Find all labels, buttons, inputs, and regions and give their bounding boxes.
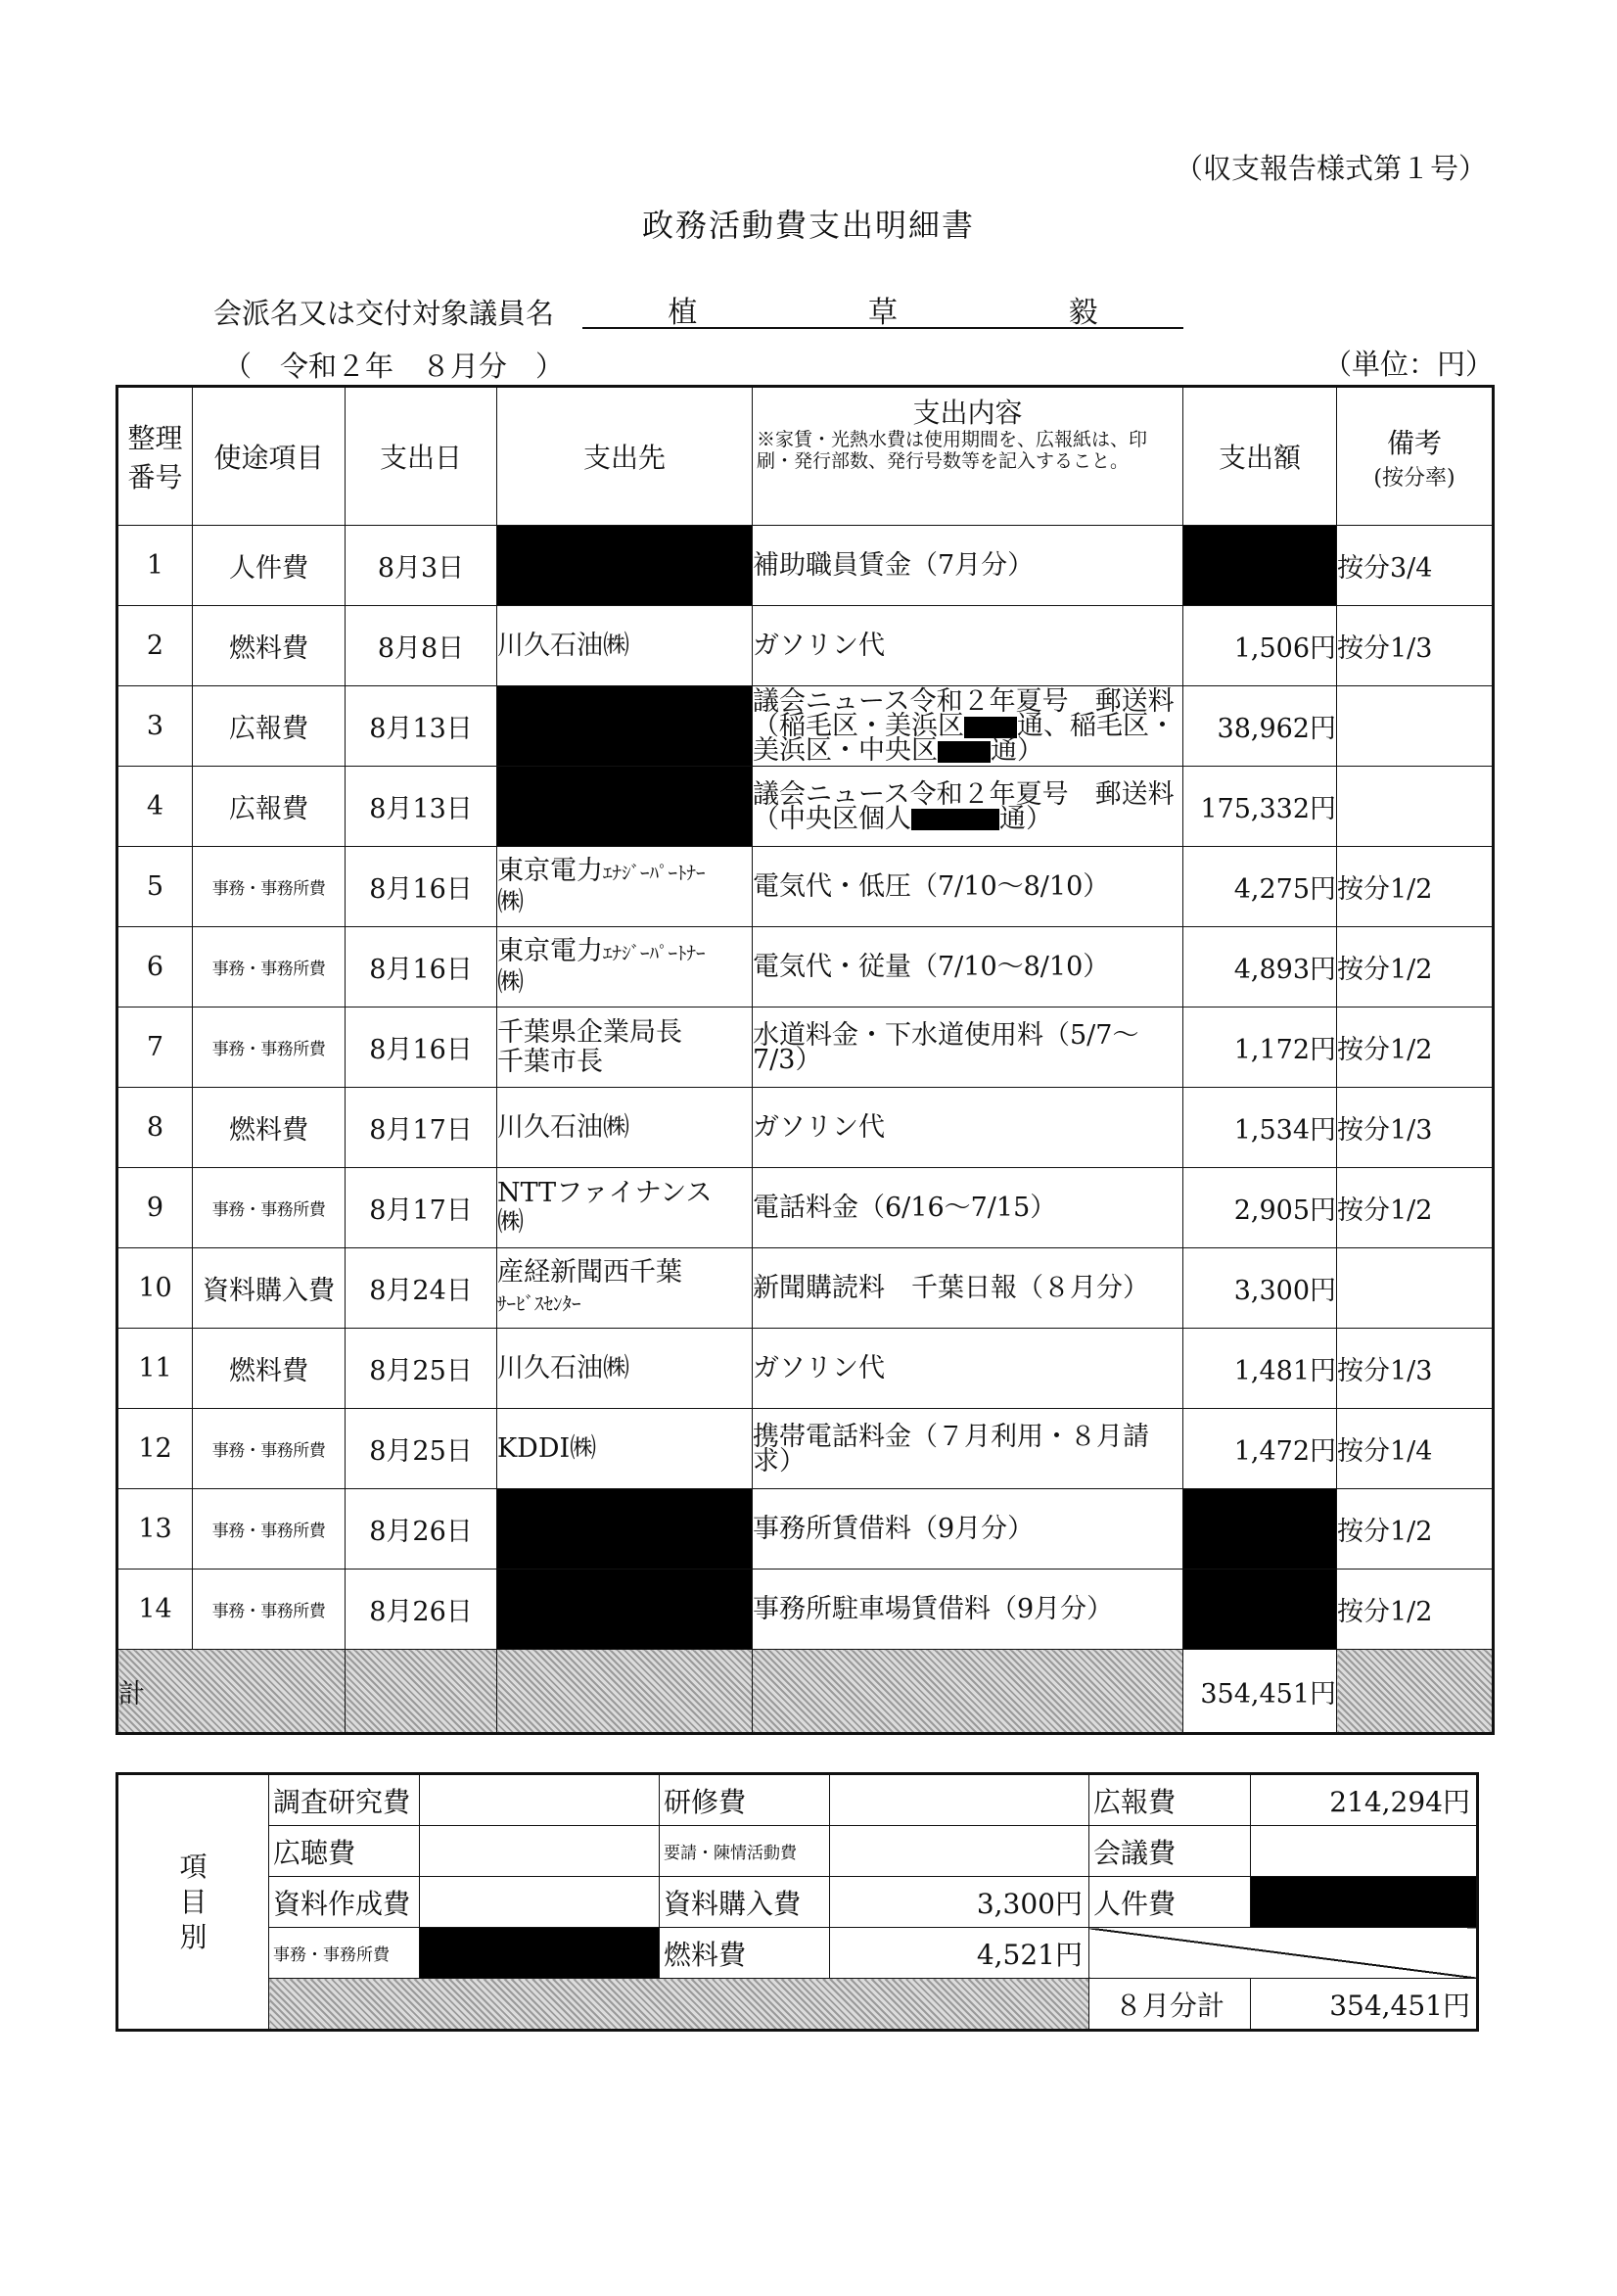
- table-row: [117, 1409, 1494, 1489]
- row-remarks: 按分1/2: [1337, 847, 1494, 927]
- category-label-text: 項目別: [179, 1850, 208, 1953]
- summary-label: 広報費: [1089, 1774, 1251, 1826]
- shaded-cell: [269, 1979, 1089, 2031]
- row-amount: 1,472円: [1183, 1409, 1337, 1489]
- redacted-value: [1251, 1877, 1478, 1928]
- monthly-total-value: 354,451円: [1251, 1979, 1478, 2031]
- table-row: [117, 606, 1494, 686]
- row-number: 10: [117, 1248, 193, 1329]
- summary-label: 燃料費: [660, 1928, 830, 1979]
- row-content: 新聞購読料 千葉日報（８月分）: [753, 1248, 1183, 1329]
- summary-value: 3,300円: [830, 1877, 1089, 1928]
- row-purpose: 資料購入費: [193, 1248, 346, 1329]
- row-number: 3: [117, 686, 193, 767]
- summary-value: [830, 1774, 1089, 1826]
- shaded-cell: [346, 1650, 497, 1734]
- summary-value: [830, 1826, 1089, 1877]
- row-remarks: 按分1/2: [1337, 1570, 1494, 1650]
- summary-label: 研修費: [660, 1774, 830, 1826]
- header-content-note: ※家賃・光熱水費は使用期間を、広報紙は、印刷・発行部数、発行号数等を記入すること。: [757, 429, 1148, 472]
- summary-row: [117, 1774, 1478, 1826]
- row-number: 2: [117, 606, 193, 686]
- redaction-block: [938, 741, 991, 763]
- diagonal-cell: [1089, 1928, 1478, 1979]
- summary-label: 広聴費: [269, 1826, 420, 1877]
- row-number: 6: [117, 927, 193, 1007]
- summary-value: 4,521円: [830, 1928, 1089, 1979]
- summary-row: [117, 1928, 1478, 1979]
- row-date: 8月26日: [346, 1570, 497, 1650]
- table-row: [117, 1007, 1494, 1088]
- row-purpose: 事務・事務所費: [193, 927, 346, 1007]
- row-remarks: 按分3/4: [1337, 526, 1494, 606]
- row-date: 8月16日: [346, 927, 497, 1007]
- row-purpose: 事務・事務所費: [193, 1168, 346, 1248]
- payee-text: ㈱: [497, 886, 524, 917]
- payee-text: 千葉市長: [497, 1046, 603, 1077]
- row-content: 補助職員賃金（7月分）: [753, 526, 1183, 606]
- row-remarks: 按分1/3: [1337, 1088, 1494, 1168]
- content-text: 通、稲毛区・美浜区・中央区: [753, 711, 1176, 766]
- summary-row: [117, 1877, 1478, 1928]
- summary-label: 調査研究費: [269, 1774, 420, 1826]
- row-number: 5: [117, 847, 193, 927]
- summary-row: [117, 1979, 1478, 2031]
- payee-text: ㈱: [497, 1206, 524, 1238]
- row-number: 4: [117, 767, 193, 847]
- row-amount: 1,481円: [1183, 1329, 1337, 1409]
- member-name-part: 植: [668, 296, 698, 330]
- row-number: 1: [117, 526, 193, 606]
- redaction-block: [911, 809, 999, 830]
- table-row: [117, 1570, 1494, 1650]
- redacted-payee: [497, 767, 753, 847]
- redacted-value: [420, 1928, 660, 1979]
- table-row: [117, 1329, 1494, 1409]
- unit-label: （単位：円）: [1323, 348, 1495, 381]
- summary-label: 会議費: [1089, 1826, 1251, 1877]
- row-amount: 38,962円: [1183, 686, 1337, 767]
- header-content-title: 支出内容: [912, 397, 1023, 429]
- row-content: 電気代・低圧（7/10～8/10）: [753, 847, 1183, 927]
- row-remarks: 按分1/3: [1337, 1329, 1494, 1409]
- summary-label: 資料作成費: [269, 1877, 420, 1928]
- summary-value: [1251, 1826, 1478, 1877]
- member-name-part: 毅: [1068, 296, 1098, 330]
- content-text: 議会ニュース令和２年夏号 郵送料（稲毛区・美浜区: [753, 686, 1175, 741]
- row-amount: 1,506円: [1183, 606, 1337, 686]
- row-date: 8月16日: [346, 847, 497, 927]
- header-purpose: 使途項目: [193, 387, 346, 526]
- row-date: 8月13日: [346, 767, 497, 847]
- summary-value: [420, 1826, 660, 1877]
- redacted-amount: [1183, 1489, 1337, 1570]
- row-content: 事務所駐車場賃借料（9月分）: [753, 1570, 1183, 1650]
- row-date: 8月13日: [346, 686, 497, 767]
- row-payee: [497, 927, 753, 1007]
- header-remarks-title: 備考: [1386, 426, 1442, 459]
- expense-table: [116, 385, 1495, 1735]
- payee-text: ｻｰﾋﾞｽｾﾝﾀｰ: [497, 1292, 581, 1315]
- content-text: 通）: [999, 803, 1052, 834]
- row-remarks: [1337, 767, 1494, 847]
- row-purpose: 広報費: [193, 767, 346, 847]
- summary-value: 214,294円: [1251, 1774, 1478, 1826]
- summary-label: 人件費: [1089, 1877, 1251, 1928]
- row-purpose: 広報費: [193, 686, 346, 767]
- header-payee: 支出先: [497, 387, 753, 526]
- row-content: [753, 767, 1183, 847]
- row-date: 8月26日: [346, 1489, 497, 1570]
- row-remarks: 按分1/2: [1337, 927, 1494, 1007]
- payee-text: 千葉県企業局長: [497, 1016, 682, 1048]
- row-number: 11: [117, 1329, 193, 1409]
- row-amount: 1,172円: [1183, 1007, 1337, 1088]
- row-purpose: 事務・事務所費: [193, 1409, 346, 1489]
- member-name: [582, 288, 1183, 329]
- redacted-amount: [1183, 526, 1337, 606]
- redacted-payee: [497, 1489, 753, 1570]
- row-amount: 4,275円: [1183, 847, 1337, 927]
- row-content: 携帯電話料金（７月利用・８月請求）: [753, 1409, 1183, 1489]
- row-number: 13: [117, 1489, 193, 1570]
- row-content: ガソリン代: [753, 1329, 1183, 1409]
- table-row: [117, 1248, 1494, 1329]
- row-date: 8月3日: [346, 526, 497, 606]
- table-row: [117, 927, 1494, 1007]
- row-remarks: [1337, 686, 1494, 767]
- header-date: 支出日: [346, 387, 497, 526]
- category-label: [117, 1774, 269, 2031]
- monthly-total-label: ８月分計: [1089, 1979, 1251, 2031]
- content-text: 通）: [991, 735, 1043, 766]
- table-row: [117, 1168, 1494, 1248]
- row-remarks: 按分1/4: [1337, 1409, 1494, 1489]
- table-header-row: [117, 387, 1494, 526]
- row-date: 8月17日: [346, 1088, 497, 1168]
- row-content: 電話料金（6/16～7/15）: [753, 1168, 1183, 1248]
- payee-text: 東京電力: [497, 935, 603, 966]
- row-payee: [497, 1248, 753, 1329]
- shaded-cell: [497, 1650, 753, 1734]
- row-purpose: 燃料費: [193, 606, 346, 686]
- total-amount: 354,451円: [1183, 1650, 1337, 1734]
- row-purpose: 燃料費: [193, 1088, 346, 1168]
- row-remarks: 按分1/2: [1337, 1489, 1494, 1570]
- row-number: 12: [117, 1409, 193, 1489]
- row-remarks: 按分1/2: [1337, 1007, 1494, 1088]
- row-amount: 1,534円: [1183, 1088, 1337, 1168]
- row-content: 電気代・従量（7/10～8/10）: [753, 927, 1183, 1007]
- row-date: 8月25日: [346, 1329, 497, 1409]
- report-period: （ 令和２年 ８月分 ）: [223, 350, 565, 383]
- summary-row: [117, 1826, 1478, 1877]
- summary-label: 事務・事務所費: [269, 1928, 420, 1979]
- row-amount: 4,893円: [1183, 927, 1337, 1007]
- row-amount: 175,332円: [1183, 767, 1337, 847]
- table-row: [117, 1489, 1494, 1570]
- row-date: 8月24日: [346, 1248, 497, 1329]
- row-number: 7: [117, 1007, 193, 1088]
- payee-text: 東京電力: [497, 855, 603, 886]
- row-purpose: 事務・事務所費: [193, 1007, 346, 1088]
- payee-text: NTTファイナンス: [497, 1177, 713, 1208]
- summary-label: 要請・陳情活動費: [660, 1826, 830, 1877]
- row-content: ガソリン代: [753, 1088, 1183, 1168]
- row-date: 8月16日: [346, 1007, 497, 1088]
- table-row: [117, 526, 1494, 606]
- table-row: [117, 1088, 1494, 1168]
- row-number: 8: [117, 1088, 193, 1168]
- row-number: 14: [117, 1570, 193, 1650]
- payee-text: ｴﾅｼﾞｰﾊﾟｰﾄﾅｰ: [603, 862, 706, 884]
- header-content: [753, 387, 1183, 526]
- table-row: [117, 686, 1494, 767]
- row-payee: 川久石油㈱: [497, 1088, 753, 1168]
- row-content: [753, 686, 1183, 767]
- row-payee: 川久石油㈱: [497, 1329, 753, 1409]
- redacted-payee: [497, 686, 753, 767]
- total-label: 計: [117, 1650, 346, 1734]
- row-remarks: 按分1/3: [1337, 606, 1494, 686]
- row-payee: 川久石油㈱: [497, 606, 753, 686]
- page-title: 政務活動費支出明細書: [641, 207, 975, 244]
- row-remarks: [1337, 1248, 1494, 1329]
- row-date: 8月25日: [346, 1409, 497, 1489]
- row-purpose: 燃料費: [193, 1329, 346, 1409]
- header-number: 整理番号: [117, 387, 193, 526]
- shaded-cell: [1337, 1650, 1494, 1734]
- form-number: （収支報告様式第１号）: [1175, 152, 1488, 185]
- payee-text: ㈱: [497, 966, 524, 998]
- total-row: [117, 1650, 1494, 1734]
- row-payee: [497, 1007, 753, 1088]
- summary-value: [420, 1877, 660, 1928]
- payee-text: 産経新聞西千葉: [497, 1256, 682, 1288]
- row-payee: KDDI㈱: [497, 1409, 753, 1489]
- summary-label: 資料購入費: [660, 1877, 830, 1928]
- row-content: 事務所賃借料（9月分）: [753, 1489, 1183, 1570]
- content-text: 議会ニュース令和２年夏号 郵送料（中央区個人: [753, 778, 1175, 834]
- row-purpose: 人件費: [193, 526, 346, 606]
- row-date: 8月8日: [346, 606, 497, 686]
- summary-value: [420, 1774, 660, 1826]
- row-number: 9: [117, 1168, 193, 1248]
- shaded-cell: [753, 1650, 1183, 1734]
- row-payee: [497, 847, 753, 927]
- row-date: 8月17日: [346, 1168, 497, 1248]
- row-content: 水道料金・下水道使用料（5/7～7/3）: [753, 1007, 1183, 1088]
- redacted-payee: [497, 1570, 753, 1650]
- row-content: ガソリン代: [753, 606, 1183, 686]
- payee-text: ｴﾅｼﾞｰﾊﾟｰﾄﾅｰ: [603, 942, 706, 964]
- category-summary-table: [116, 1772, 1479, 2032]
- row-purpose: 事務・事務所費: [193, 1489, 346, 1570]
- table-row: [117, 847, 1494, 927]
- row-remarks: 按分1/2: [1337, 1168, 1494, 1248]
- header-amount: 支出額: [1183, 387, 1337, 526]
- row-amount: 2,905円: [1183, 1168, 1337, 1248]
- header-remarks: [1337, 387, 1494, 526]
- table-row: [117, 767, 1494, 847]
- row-payee: [497, 1168, 753, 1248]
- row-amount: 3,300円: [1183, 1248, 1337, 1329]
- row-purpose: 事務・事務所費: [193, 847, 346, 927]
- redacted-amount: [1183, 1570, 1337, 1650]
- header-remarks-sub: (按分率): [1373, 465, 1455, 491]
- member-label: 会派名又は交付対象議員名: [213, 297, 555, 330]
- redacted-payee: [497, 526, 753, 606]
- row-purpose: 事務・事務所費: [193, 1570, 346, 1650]
- member-name-part: 草: [867, 296, 898, 330]
